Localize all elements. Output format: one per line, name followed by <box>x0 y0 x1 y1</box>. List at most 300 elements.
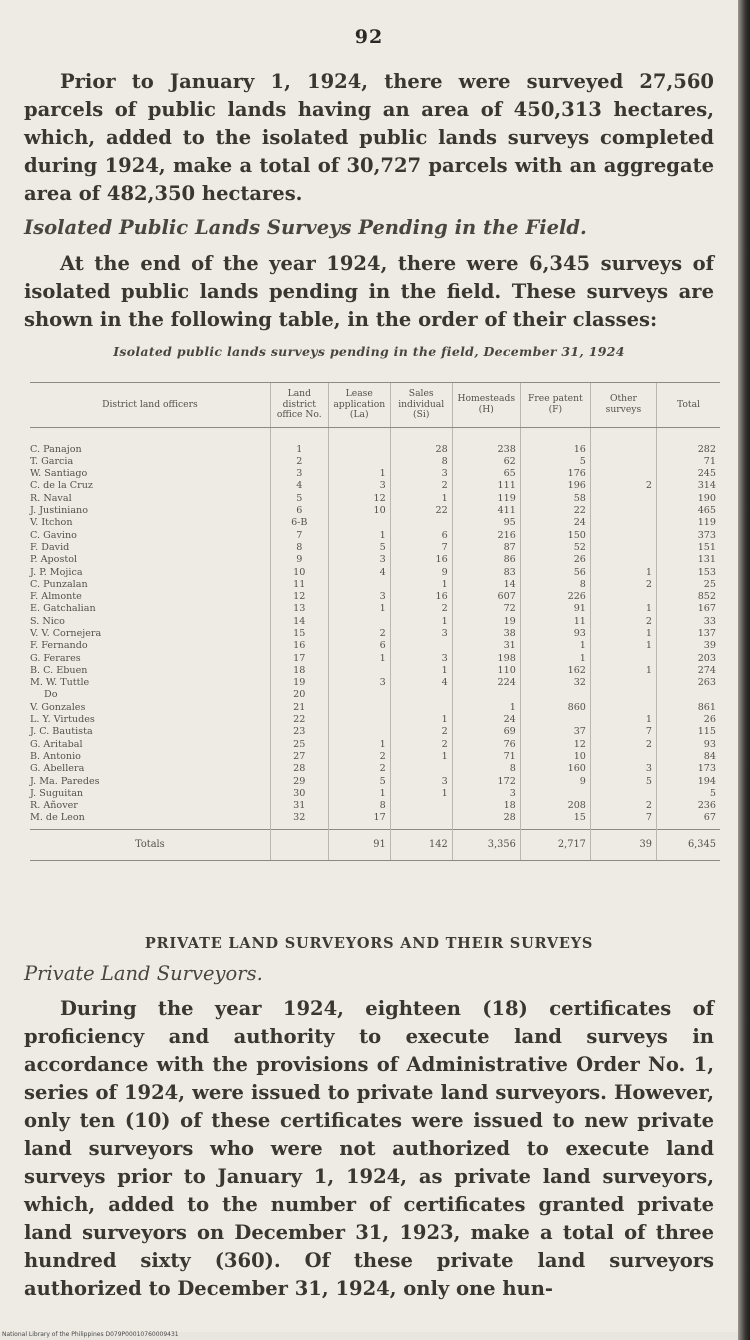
sales-value: 3 <box>390 776 452 788</box>
total-value: 465 <box>656 505 720 517</box>
officer-name: J. Justiniano <box>30 505 88 517</box>
total-value: 373 <box>656 530 720 542</box>
table-header-row <box>30 383 720 428</box>
table-row <box>30 689 720 701</box>
table-row <box>30 456 720 468</box>
sales-value: 22 <box>390 505 452 517</box>
table-row <box>30 579 720 591</box>
other-value <box>590 702 656 714</box>
totals-sales: 142 <box>390 829 452 860</box>
lease-value: 3 <box>328 677 390 689</box>
homesteads-value: 76 <box>452 739 520 751</box>
sales-value: 1 <box>390 665 452 677</box>
officer-name: T. Garcia <box>30 455 74 467</box>
table-row <box>30 665 720 677</box>
sales-value: 16 <box>390 591 452 603</box>
total-value: 173 <box>656 763 720 775</box>
officer-name: G. Abellera <box>30 763 85 775</box>
total-value: 93 <box>656 739 720 751</box>
homesteads-value: 607 <box>452 591 520 603</box>
officer-name: V. V. Cornejera <box>30 628 102 639</box>
table-row <box>30 530 720 542</box>
lease-value: 2 <box>328 751 390 763</box>
homesteads-value: 62 <box>452 456 520 468</box>
officer-name: R. Naval <box>30 492 72 504</box>
other-value <box>590 493 656 505</box>
table-row <box>30 653 720 665</box>
table-row <box>30 554 720 566</box>
free-patent-value: 860 <box>520 702 590 714</box>
lease-value <box>328 456 390 468</box>
officer-name: C. Panajon <box>30 443 82 455</box>
free-patent-value <box>520 689 590 701</box>
sales-value: 1 <box>390 493 452 505</box>
homesteads-value: 83 <box>452 566 520 578</box>
officer-name: C. Gavino <box>30 529 77 541</box>
office-no: 11 <box>270 579 328 591</box>
total-value: 282 <box>656 444 720 456</box>
table-row <box>30 505 720 517</box>
table-row <box>30 739 720 751</box>
totals-label: Totals <box>30 829 270 860</box>
officer-name: V. Itchon <box>30 517 73 529</box>
sales-value: 1 <box>390 788 452 800</box>
free-patent-value: 32 <box>520 677 590 689</box>
homesteads-value: 31 <box>452 640 520 652</box>
other-value: 2 <box>590 800 656 812</box>
homesteads-value: 238 <box>452 444 520 456</box>
lease-value <box>328 726 390 738</box>
table-row <box>30 542 720 554</box>
table-row <box>30 603 720 615</box>
subsection-heading: Private Land Surveyors. <box>24 962 263 985</box>
totals-total: 6,345 <box>656 829 720 860</box>
officer-name: F. Almonte <box>30 591 82 603</box>
table-row <box>30 751 720 763</box>
sales-value: 6 <box>390 530 452 542</box>
lease-value: 4 <box>328 566 390 578</box>
officer-name: W. Santiago <box>30 468 88 480</box>
total-value: 151 <box>656 542 720 554</box>
totals-row <box>30 829 720 860</box>
free-patent-value: 52 <box>520 542 590 554</box>
col-lease: Lease application (La) <box>328 383 390 428</box>
other-value <box>590 554 656 566</box>
table-row <box>30 776 720 788</box>
free-patent-value: 10 <box>520 751 590 763</box>
free-patent-value: 1 <box>520 640 590 652</box>
total-value: 852 <box>656 591 720 603</box>
free-patent-value: 150 <box>520 530 590 542</box>
office-no: 10 <box>270 566 328 578</box>
total-value: 190 <box>656 493 720 505</box>
table-row <box>30 480 720 492</box>
homesteads-value: 28 <box>452 812 520 829</box>
surveyors-paragraph: During the year 1924, eighteen (18) certificates of proficiency and authority to execute land surveys in accordance with the provisions of Administrative Order No. 1, series of 1924, were issued to private land surveyors. However, only ten (10) of these certificates were issued to new private land surveyors who were not authorized to execute land surveys prior to January 1, 1924, as private land surveyors, which, added to the number of certificates granted private land surveyors on December 31, 1923, make a total of three hundred sixty (360). Of these private land surveyors authorized to December 31, 1924, only one hun- <box>24 997 714 1300</box>
total-value: 5 <box>656 788 720 800</box>
office-no: 29 <box>270 776 328 788</box>
office-no: 32 <box>270 812 328 829</box>
office-no: 1 <box>270 444 328 456</box>
homesteads-value: 110 <box>452 665 520 677</box>
sales-value: 8 <box>390 456 452 468</box>
footer-source: National Library of the Philippines D079P00010760009431 <box>2 1331 179 1338</box>
sales-value: 1 <box>390 616 452 628</box>
lease-value: 1 <box>328 653 390 665</box>
table-row <box>30 566 720 578</box>
total-value: 115 <box>656 726 720 738</box>
office-no: 21 <box>270 702 328 714</box>
other-value: 3 <box>590 763 656 775</box>
table-spacer <box>30 427 720 444</box>
table-row <box>30 788 720 800</box>
pending-surveys-table <box>30 382 720 861</box>
total-value: 119 <box>656 517 720 529</box>
other-value <box>590 468 656 480</box>
lease-value <box>328 665 390 677</box>
free-patent-value: 22 <box>520 505 590 517</box>
homesteads-value: 87 <box>452 542 520 554</box>
homesteads-value: 18 <box>452 800 520 812</box>
other-value <box>590 751 656 763</box>
page-number: 92 <box>354 26 384 48</box>
office-no: 19 <box>270 677 328 689</box>
table-row <box>30 726 720 738</box>
section-heading: PRIVATE LAND SURVEYORS AND THEIR SURVEYS <box>144 935 594 952</box>
sales-value: 3 <box>390 628 452 640</box>
other-value <box>590 530 656 542</box>
total-value: 67 <box>656 812 720 829</box>
sales-value <box>390 800 452 812</box>
officer-name: G. Ferares <box>30 652 81 664</box>
office-no: 6-B <box>270 517 328 529</box>
sales-value <box>390 763 452 775</box>
col-district-officers: District land officers <box>30 383 270 428</box>
lease-value: 1 <box>328 788 390 800</box>
sales-value <box>390 689 452 701</box>
col-office-no: Land district office No. <box>270 383 328 428</box>
homesteads-value: 65 <box>452 468 520 480</box>
total-value: 153 <box>656 566 720 578</box>
pending-paragraph: At the end of the year 1924, there were 6,345 surveys of isolated public lands pending in the field. These surveys are shown in the following table, in the order of their classes: <box>24 252 714 331</box>
other-value: 1 <box>590 628 656 640</box>
table-row <box>30 763 720 775</box>
officer-name: L. Y. Virtudes <box>30 714 95 726</box>
intro-paragraph: Prior to January 1, 1924, there were surveyed 27,560 parcels of public lands having an area of 450,313 hectares, which, added to the isolated public lands surveys completed during 1924, make a total of 30,727 parcels with an aggregate area of 482,350 hectares. <box>24 70 714 205</box>
officer-name: J. P. Mojica <box>30 566 83 578</box>
homesteads-value: 24 <box>452 714 520 726</box>
free-patent-value: 16 <box>520 444 590 456</box>
homesteads-value: 3 <box>452 788 520 800</box>
lease-value: 3 <box>328 591 390 603</box>
other-value: 1 <box>590 714 656 726</box>
homesteads-value: 172 <box>452 776 520 788</box>
free-patent-value: 162 <box>520 665 590 677</box>
sales-value: 28 <box>390 444 452 456</box>
table-row <box>30 812 720 829</box>
lease-value: 2 <box>328 763 390 775</box>
lease-value: 17 <box>328 812 390 829</box>
table-row <box>30 800 720 812</box>
sales-value: 2 <box>390 726 452 738</box>
office-no: 14 <box>270 616 328 628</box>
office-no: 16 <box>270 640 328 652</box>
officer-name: J. C. Bautista <box>30 726 93 738</box>
free-patent-value: 24 <box>520 517 590 529</box>
sales-value <box>390 640 452 652</box>
homesteads-value: 198 <box>452 653 520 665</box>
other-value <box>590 677 656 689</box>
officer-name: F. David <box>30 541 70 553</box>
officer-name: P. Apostol <box>30 554 78 566</box>
homesteads-value: 71 <box>452 751 520 763</box>
totals-office <box>270 829 328 860</box>
lease-value: 5 <box>328 776 390 788</box>
page-edge-shadow <box>738 0 750 1340</box>
free-patent-value: 91 <box>520 603 590 615</box>
sales-value: 3 <box>390 653 452 665</box>
lease-value <box>328 702 390 714</box>
total-value: 25 <box>656 579 720 591</box>
total-value: 194 <box>656 776 720 788</box>
col-homesteads: Homesteads (H) <box>452 383 520 428</box>
free-patent-value: 58 <box>520 493 590 505</box>
homesteads-value: 224 <box>452 677 520 689</box>
homesteads-value: 14 <box>452 579 520 591</box>
office-no: 25 <box>270 739 328 751</box>
total-value: 314 <box>656 480 720 492</box>
sales-value: 4 <box>390 677 452 689</box>
table-title: Isolated public lands surveys pending in the field, December 31, 1924 <box>113 344 625 359</box>
office-no: 22 <box>270 714 328 726</box>
sales-value <box>390 517 452 529</box>
lease-value <box>328 714 390 726</box>
total-value: 84 <box>656 751 720 763</box>
totals-homesteads: 3,356 <box>452 829 520 860</box>
officer-name: M. W. Tuttle <box>30 677 90 689</box>
sales-value: 1 <box>390 714 452 726</box>
total-value: 861 <box>656 702 720 714</box>
homesteads-value: 69 <box>452 726 520 738</box>
total-value: 203 <box>656 653 720 665</box>
free-patent-value <box>520 714 590 726</box>
lease-value: 1 <box>328 603 390 615</box>
total-value: 167 <box>656 603 720 615</box>
free-patent-value: 1 <box>520 653 590 665</box>
table-row <box>30 677 720 689</box>
total-value: 236 <box>656 800 720 812</box>
office-no: 15 <box>270 628 328 640</box>
table-row <box>30 640 720 652</box>
table-row <box>30 702 720 714</box>
lease-value: 12 <box>328 493 390 505</box>
sales-value: 9 <box>390 566 452 578</box>
free-patent-value: 56 <box>520 566 590 578</box>
officer-name: Do <box>44 689 58 701</box>
free-patent-value: 208 <box>520 800 590 812</box>
officer-name: E. Gatchalian <box>30 603 96 615</box>
total-value: 39 <box>656 640 720 652</box>
total-value <box>656 689 720 701</box>
total-value: 137 <box>656 628 720 640</box>
officer-name: R. Añover <box>30 800 78 812</box>
free-patent-value: 11 <box>520 616 590 628</box>
office-no: 28 <box>270 763 328 775</box>
office-no: 5 <box>270 493 328 505</box>
sales-value <box>390 812 452 829</box>
office-no: 31 <box>270 800 328 812</box>
sales-value: 3 <box>390 468 452 480</box>
office-no: 6 <box>270 505 328 517</box>
other-value: 7 <box>590 726 656 738</box>
office-no: 27 <box>270 751 328 763</box>
lease-value <box>328 689 390 701</box>
total-value: 33 <box>656 616 720 628</box>
homesteads-value <box>452 689 520 701</box>
sales-value: 1 <box>390 579 452 591</box>
homesteads-value: 86 <box>452 554 520 566</box>
col-other-surveys: Other surveys <box>590 383 656 428</box>
sales-value: 16 <box>390 554 452 566</box>
col-free-patent: Free patent (F) <box>520 383 590 428</box>
table-row <box>30 616 720 628</box>
lease-value <box>328 616 390 628</box>
office-no: 2 <box>270 456 328 468</box>
lease-value: 1 <box>328 468 390 480</box>
homesteads-value: 216 <box>452 530 520 542</box>
other-value <box>590 517 656 529</box>
lease-value: 6 <box>328 640 390 652</box>
homesteads-value: 8 <box>452 763 520 775</box>
table-row <box>30 591 720 603</box>
officer-name: B. C. Ebuen <box>30 664 88 676</box>
lease-value: 8 <box>328 800 390 812</box>
total-value: 245 <box>656 468 720 480</box>
table-row <box>30 714 720 726</box>
lease-value <box>328 579 390 591</box>
office-no: 12 <box>270 591 328 603</box>
free-patent-value: 176 <box>520 468 590 480</box>
office-no: 13 <box>270 603 328 615</box>
pending-heading: Isolated Public Lands Surveys Pending in the Field. <box>24 216 587 239</box>
other-value: 1 <box>590 665 656 677</box>
office-no: 30 <box>270 788 328 800</box>
free-patent-value: 8 <box>520 579 590 591</box>
sales-value: 2 <box>390 739 452 751</box>
table-row <box>30 493 720 505</box>
table-row <box>30 517 720 529</box>
other-value: 7 <box>590 812 656 829</box>
office-no: 20 <box>270 689 328 701</box>
other-value <box>590 542 656 554</box>
officer-name: J. Ma. Paredes <box>30 775 100 787</box>
homesteads-value: 411 <box>452 505 520 517</box>
free-patent-value <box>520 788 590 800</box>
free-patent-value: 26 <box>520 554 590 566</box>
homesteads-value: 72 <box>452 603 520 615</box>
homesteads-value: 95 <box>452 517 520 529</box>
totals-free-patent: 2,717 <box>520 829 590 860</box>
other-value <box>590 456 656 468</box>
other-value: 5 <box>590 776 656 788</box>
lease-value <box>328 444 390 456</box>
table-body <box>30 427 720 829</box>
total-value: 26 <box>656 714 720 726</box>
office-no: 8 <box>270 542 328 554</box>
lease-value: 1 <box>328 530 390 542</box>
table-row <box>30 468 720 480</box>
other-value: 1 <box>590 640 656 652</box>
office-no: 17 <box>270 653 328 665</box>
other-value: 2 <box>590 480 656 492</box>
office-no: 7 <box>270 530 328 542</box>
other-value: 2 <box>590 739 656 751</box>
sales-value: 1 <box>390 751 452 763</box>
lease-value: 10 <box>328 505 390 517</box>
lease-value: 1 <box>328 739 390 751</box>
other-value <box>590 689 656 701</box>
officer-name: V. Gonzales <box>30 701 86 713</box>
totals-lease: 91 <box>328 829 390 860</box>
other-value <box>590 505 656 517</box>
free-patent-value: 196 <box>520 480 590 492</box>
other-value: 1 <box>590 603 656 615</box>
table-row <box>30 444 720 456</box>
lease-value: 2 <box>328 628 390 640</box>
totals-other: 39 <box>590 829 656 860</box>
total-value: 263 <box>656 677 720 689</box>
other-value: 2 <box>590 616 656 628</box>
homesteads-value: 119 <box>452 493 520 505</box>
lease-value: 3 <box>328 480 390 492</box>
sales-value <box>390 702 452 714</box>
lease-value: 3 <box>328 554 390 566</box>
office-no: 3 <box>270 468 328 480</box>
free-patent-value: 160 <box>520 763 590 775</box>
officer-name: J. Suguitan <box>30 787 84 799</box>
sales-value: 2 <box>390 480 452 492</box>
free-patent-value: 15 <box>520 812 590 829</box>
officer-name: B. Antonio <box>30 750 81 762</box>
office-no: 18 <box>270 665 328 677</box>
officer-name: S. Nico <box>30 615 65 627</box>
officer-name: M. de Leon <box>30 812 85 824</box>
other-value: 2 <box>590 579 656 591</box>
free-patent-value: 226 <box>520 591 590 603</box>
free-patent-value: 37 <box>520 726 590 738</box>
total-value: 71 <box>656 456 720 468</box>
other-value <box>590 788 656 800</box>
lease-value: 5 <box>328 542 390 554</box>
free-patent-value: 12 <box>520 739 590 751</box>
officer-name: C. Punzalan <box>30 578 88 590</box>
other-value <box>590 653 656 665</box>
office-no: 23 <box>270 726 328 738</box>
total-value: 274 <box>656 665 720 677</box>
lease-value <box>328 517 390 529</box>
free-patent-value: 9 <box>520 776 590 788</box>
free-patent-value: 5 <box>520 456 590 468</box>
office-no: 9 <box>270 554 328 566</box>
homesteads-value: 111 <box>452 480 520 492</box>
sales-value: 7 <box>390 542 452 554</box>
total-value: 131 <box>656 554 720 566</box>
office-no: 4 <box>270 480 328 492</box>
free-patent-value: 93 <box>520 628 590 640</box>
officer-name: C. de la Cruz <box>30 480 93 492</box>
homesteads-value: 19 <box>452 616 520 628</box>
col-sales: Sales individual (Si) <box>390 383 452 428</box>
